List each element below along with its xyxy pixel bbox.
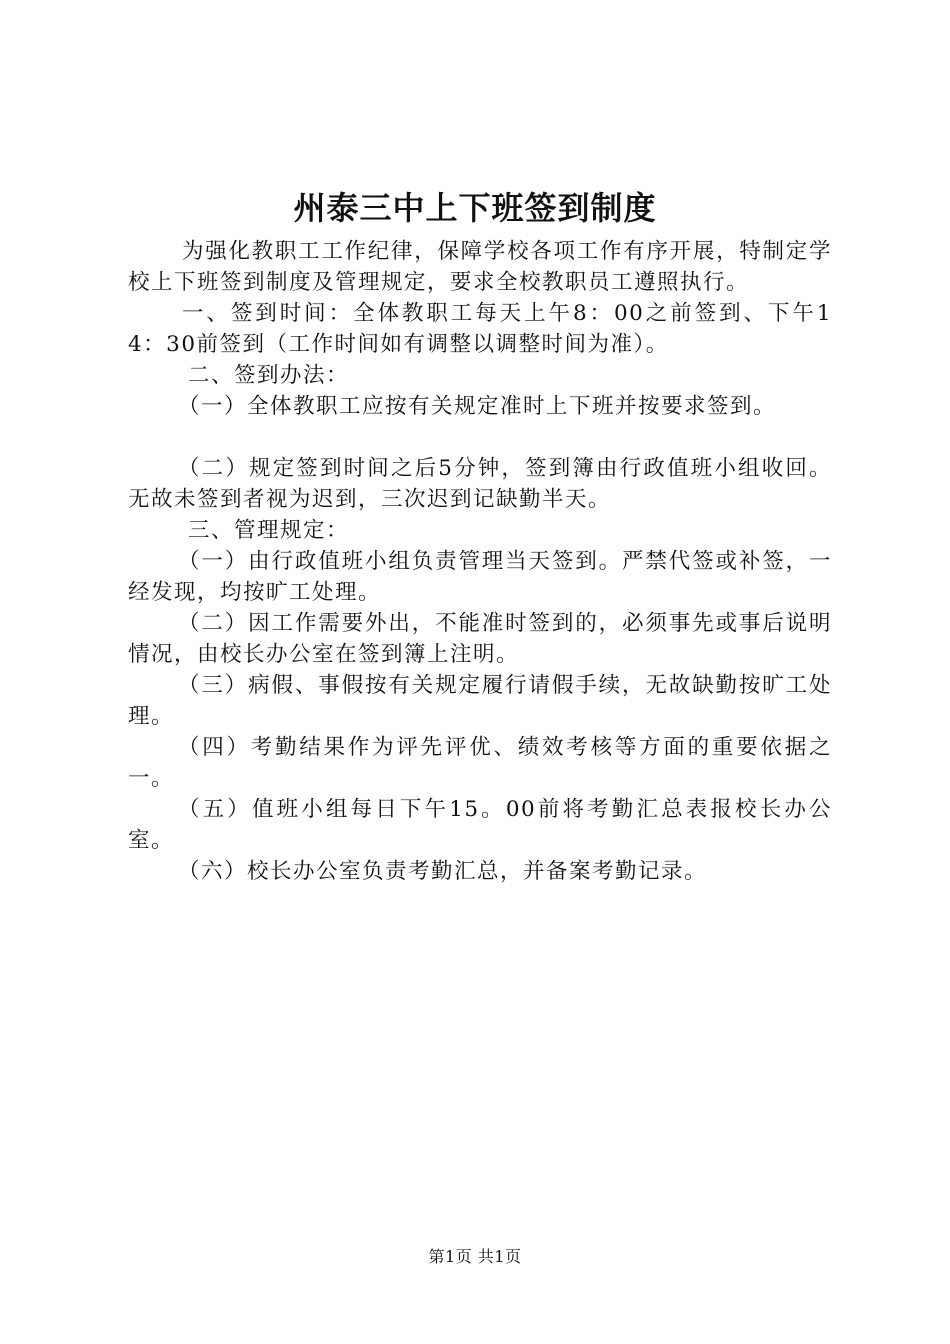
management-item-4: （四）考勤结果作为评先评优、绩效考核等方面的重要依据之一。 — [128, 735, 832, 791]
section-signin-time: 一、签到时间：全体教职工每天上午8：00之前签到、下午14：30前签到（工作时间如有调整以调整时间为准）。 — [128, 301, 832, 357]
section-management-heading: 三、管理规定： — [188, 518, 350, 543]
management-item-5: （五）值班小组每日下午15。00前将考勤汇总表报校长办公室。 — [128, 797, 832, 853]
document-title: 州泰三中上下班签到制度 — [293, 189, 657, 227]
management-item-1: （一）由行政值班小组负责管理当天签到。严禁代签或补签，一经发现，均按旷工处理。 — [128, 549, 832, 605]
management-item-3: （三）病假、事假按有关规定履行请假手续，无故缺勤按旷工处理。 — [128, 673, 832, 729]
intro-paragraph: 为强化教职工工作纪律，保障学校各项工作有序开展，特制定学校上下班签到制度及管理规定，要求全校教职员工遵照执行。 — [128, 239, 832, 295]
page-footer: 第1页 共1页 — [428, 1247, 522, 1266]
document-body — [128, 236, 832, 887]
management-item-6: （六）校长办公室负责考勤汇总，并备案考勤记录。 — [178, 859, 708, 884]
management-item-2: （二）因工作需要外出，不能准时签到的，必须事先或事后说明情况，由校长办公室在签到簿上注明。 — [128, 611, 832, 667]
method-item-2: （二）规定签到时间之后5分钟，签到簿由行政值班小组收回。无故未签到者视为迟到，三次迟到记缺勤半天。 — [128, 456, 832, 512]
method-item-1: （一）全体教职工应按有关规定准时上下班并按要求签到。 — [178, 394, 777, 419]
section-signin-method-heading: 二、签到办法： — [188, 363, 350, 388]
